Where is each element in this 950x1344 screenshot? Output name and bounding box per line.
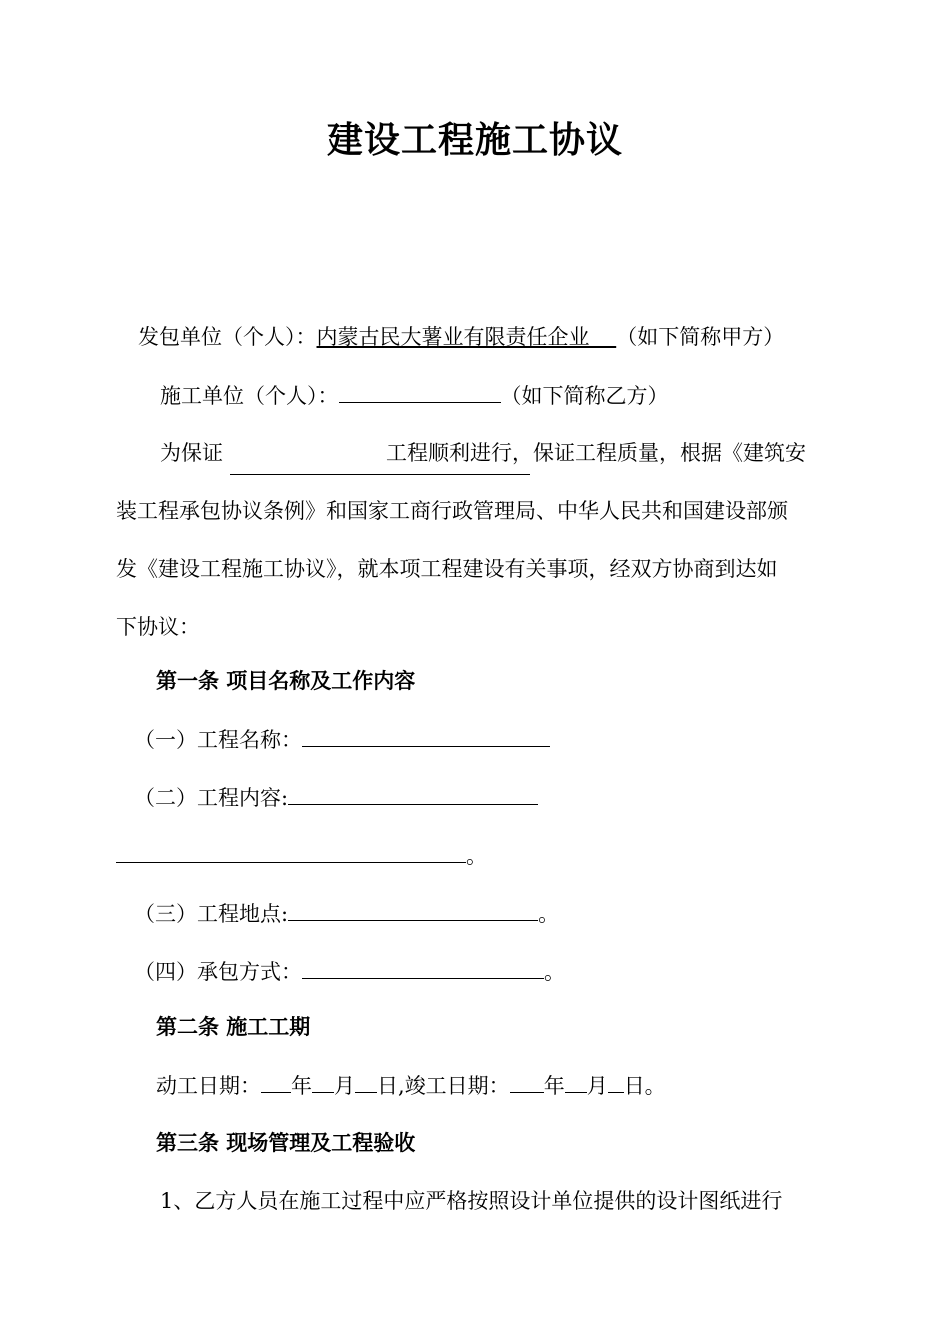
end-date-label: 竣工日期： xyxy=(404,1074,510,1098)
article-1-heading: 第一条 项目名称及工作内容 xyxy=(156,668,416,693)
contractor-name-blank[interactable] xyxy=(339,380,501,403)
contractor-note: （如下简称乙方） xyxy=(500,384,669,408)
contractor-line xyxy=(160,380,669,411)
project-content-label: （二）工程内容: xyxy=(134,786,289,810)
contract-method-label: （四）承包方式： xyxy=(134,960,302,984)
start-day-field[interactable] xyxy=(355,1070,377,1093)
contract-method-line: （四）承包方式： 。 xyxy=(134,956,565,987)
end-month-field[interactable] xyxy=(565,1070,587,1093)
article-2-heading: 第二条 施工工期 xyxy=(156,1014,311,1039)
project-location-field[interactable] xyxy=(288,898,538,921)
project-content-line xyxy=(134,782,538,813)
contract-method-field[interactable] xyxy=(302,956,544,979)
project-name-line xyxy=(134,724,550,755)
preamble-line-4: 下协议： xyxy=(116,615,200,639)
project-name-label: （一）工程名称： xyxy=(134,728,302,752)
employer-name: 内蒙古民大薯业有限责任企业 xyxy=(316,325,590,349)
preamble-line-2: 装工程承包协议条例》和国家工商行政管理局、中华人民共和国建设部颁 xyxy=(116,499,788,523)
employer-note: （如下简称甲方） xyxy=(616,325,785,349)
project-content-continuation: 。 xyxy=(116,840,487,871)
contractor-label: 施工单位（个人）： xyxy=(160,384,339,408)
employer-line xyxy=(138,322,784,352)
preamble-lead: 为保证 xyxy=(160,441,223,465)
document-title: 建设工程施工协议 xyxy=(326,119,623,161)
preamble-line-1 xyxy=(160,438,223,468)
article-3-clause-1: 1、乙方人员在施工过程中应严格按照设计单位提供的设计图纸进行 xyxy=(160,1189,783,1213)
project-name-blank[interactable] xyxy=(230,474,530,475)
end-year-field[interactable] xyxy=(510,1070,544,1093)
project-location-line: （三）工程地点: 。 xyxy=(134,898,559,929)
project-name-field[interactable] xyxy=(302,724,550,747)
project-content-field[interactable] xyxy=(288,782,538,805)
end-day-field[interactable] xyxy=(608,1070,624,1093)
article-3-heading: 第三条 现场管理及工程验收 xyxy=(156,1130,416,1155)
start-year-field[interactable] xyxy=(261,1070,291,1093)
project-content-field-2[interactable] xyxy=(116,840,466,863)
start-month-field[interactable] xyxy=(312,1070,334,1093)
schedule-line: 动工日期： 年 月 日,竣工日期： 年 月 日。 xyxy=(156,1070,666,1101)
project-location-label: （三）工程地点: xyxy=(134,902,289,926)
preamble-line-3: 发《建设工程施工协议》，就本项工程建设有关事项，经双方协商到达如 xyxy=(116,557,778,581)
start-date-label: 动工日期： xyxy=(156,1074,261,1098)
employer-label: 发包单位（个人）： xyxy=(138,325,317,349)
preamble-line-1-rest: 工程顺利进行，保证工程质量，根据《建筑安 xyxy=(386,441,806,465)
